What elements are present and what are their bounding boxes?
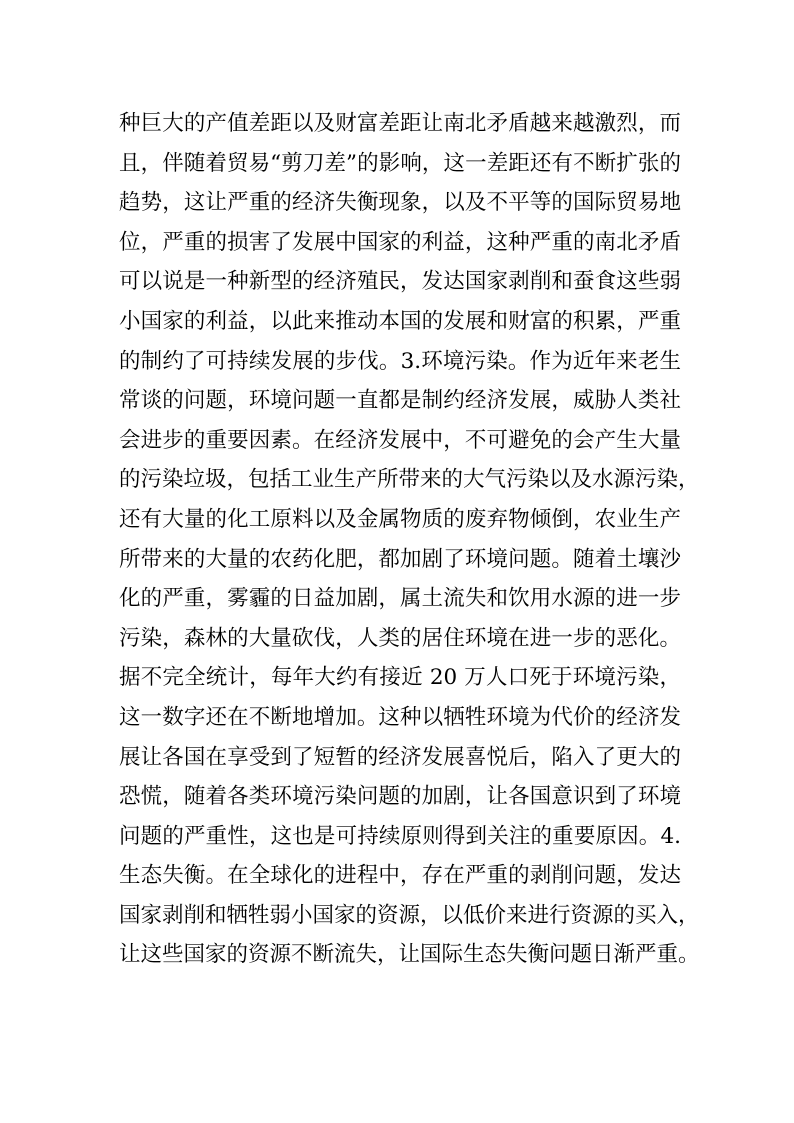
text-line: 还有大量的化工原料以及金属物质的废弃物倾倒，农业生产 — [119, 506, 681, 532]
text-line: 趋势，这让严重的经济失衡现象，以及不平等的国际贸易地 — [119, 190, 681, 216]
text-line: 位，严重的损害了发展中国家的利益，这种严重的南北矛盾 — [119, 229, 681, 255]
text-line: 展让各国在享受到了短暂的经济发展喜悦后，陷入了更大的 — [119, 744, 681, 770]
text-line: 的制约了可持续发展的步伐。3.环境污染。作为近年来老生 — [119, 348, 681, 374]
text-line: 种巨大的产值差距以及财富差距让南北矛盾越来越激烈，而 — [119, 111, 681, 136]
text-line: 国家剥削和牺牲弱小国家的资源，以低价来进行资源的买入， — [119, 902, 700, 928]
text-line: 小国家的利益，以此来推动本国的发展和财富的积累，严重 — [119, 308, 681, 334]
text-line: 且，伴随着贸易“剪刀差”的影响，这一差距还有不断扩张的 — [119, 150, 681, 176]
body-paragraph — [119, 104, 700, 975]
text-line: 所带来的大量的农药化肥，都加剧了环境问题。随着土壤沙 — [119, 546, 681, 572]
text-line: 问题的严重性，这也是可持续原则得到关注的重要原因。4. — [119, 823, 681, 849]
text-line: 生态失衡。在全球化的进程中，存在严重的剥削问题，发达 — [119, 863, 681, 889]
text-line: 据不完全统计，每年大约有接近 20 万人口死于环境污染， — [119, 665, 681, 691]
text-line: 让这些国家的资源不断流失，让国际生态失衡问题日渐严重。 — [119, 942, 700, 968]
text-line: 恐慌，随着各类环境污染问题的加剧，让各国意识到了环境 — [119, 784, 681, 810]
text-line: 会进步的重要因素。在经济发展中，不可避免的会产生大量 — [119, 427, 681, 453]
text-line: 常谈的问题，环境问题一直都是制约经济发展，威胁人类社 — [119, 388, 681, 414]
text-line: 这一数字还在不断地增加。这种以牺牲环境为代价的经济发 — [119, 704, 681, 730]
text-line: 污染，森林的大量砍伐，人类的居住环境在进一步的恶化。 — [119, 625, 681, 651]
text-line: 可以说是一种新型的经济殖民，发达国家剥削和蚕食这些弱 — [119, 269, 681, 295]
text-line: 化的严重，雾霾的日益加剧，属土流失和饮用水源的进一步 — [119, 586, 681, 612]
text-line: 的污染垃圾，包括工业生产所带来的大气污染以及水源污染， — [119, 467, 700, 493]
